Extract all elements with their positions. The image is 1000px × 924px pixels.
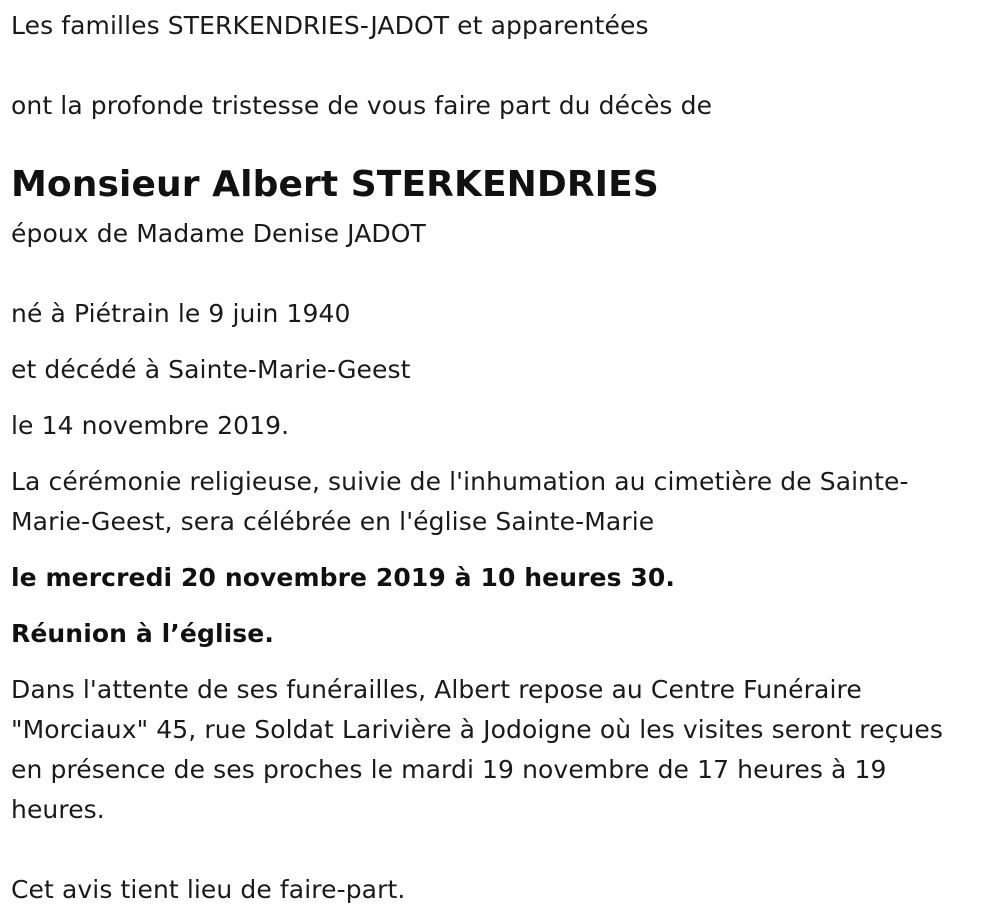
ceremony-line-2: Marie-Geest, sera célébrée en l'église Sainte-Marie: [11, 507, 655, 536]
closing-line: Cet avis tient lieu de faire-part.: [11, 875, 406, 904]
spouse-line: époux de Madame Denise JADOT: [11, 219, 426, 248]
announcement-line: ont la profonde tristesse de vous faire part du décès de: [11, 91, 713, 120]
death-place-line: et décédé à Sainte-Marie-Geest: [11, 355, 411, 384]
ceremony-date-line: le mercredi 20 novembre 2019 à 10 heures 30.: [11, 563, 675, 592]
visitation-line-2: "Morciaux" 45, rue Soldat Larivière à Jodoigne où les visites seront reçues: [11, 715, 944, 744]
visitation-line-1: Dans l'attente de ses funérailles, Albert repose au Centre Funéraire: [11, 675, 862, 704]
birth-line: né à Piétrain le 9 juin 1940: [11, 299, 351, 328]
ceremony-line-1: La cérémonie religieuse, suivie de l'inhumation au cimetière de Sainte-: [11, 467, 909, 496]
meeting-line: Réunion à l’église.: [11, 619, 274, 648]
death-date-line: le 14 novembre 2019.: [11, 411, 290, 440]
families-line: Les familles STERKENDRIES-JADOT et apparentées: [11, 11, 649, 40]
visitation-line-4: heures.: [11, 795, 105, 824]
deceased-name: Monsieur Albert STERKENDRIES: [11, 164, 659, 205]
visitation-line-3: en présence de ses proches le mardi 19 novembre de 17 heures à 19: [11, 755, 887, 784]
